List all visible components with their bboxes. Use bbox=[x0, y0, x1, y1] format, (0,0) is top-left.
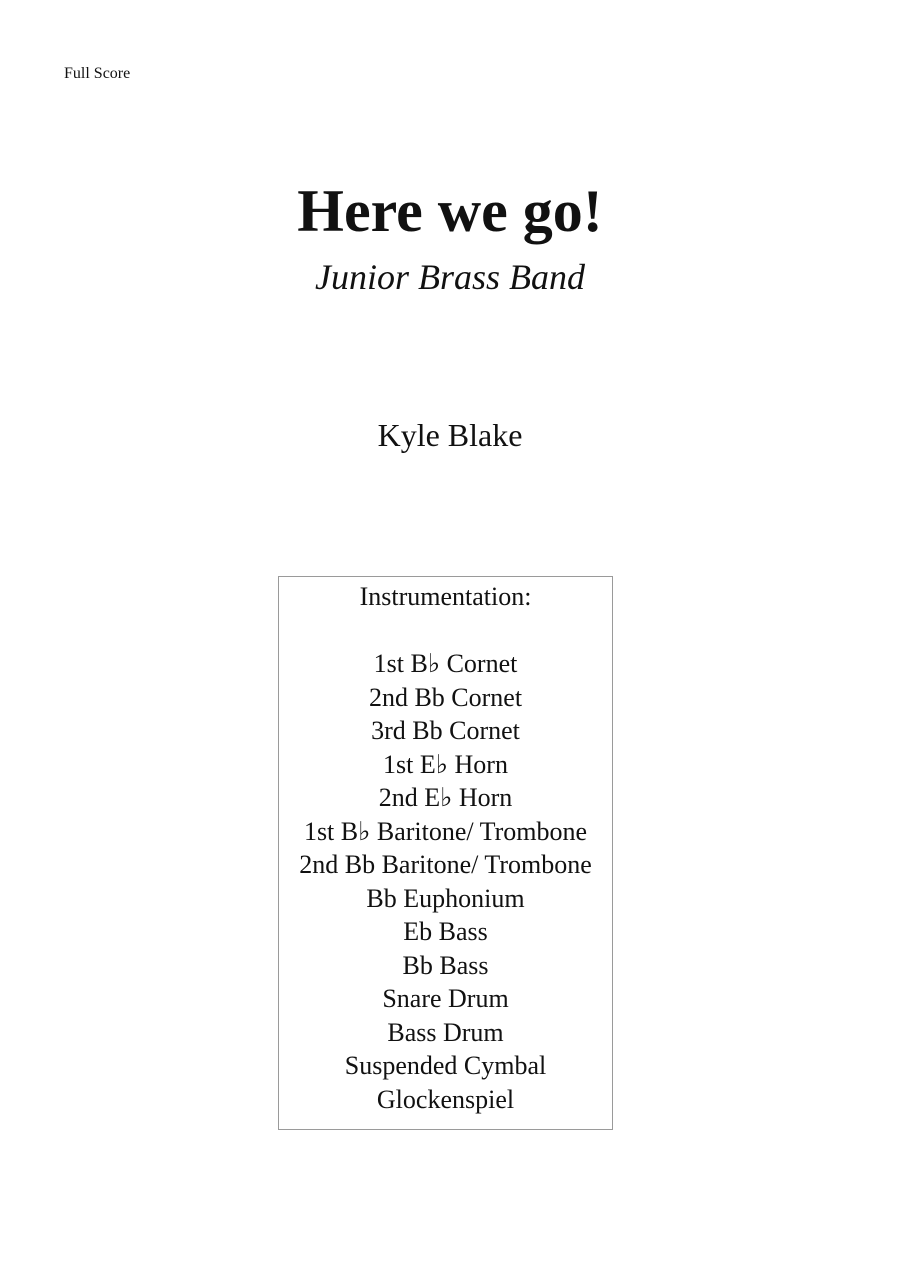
instrument-item: 2nd Bb Cornet bbox=[368, 682, 523, 712]
composer-name: Kyle Blake bbox=[377, 417, 523, 453]
instrument-item: 3rd Bb Cornet bbox=[371, 716, 520, 745]
instrumentation-list bbox=[279, 647, 612, 1116]
instrument-item: 1st B♭ Baritone/ Trombone bbox=[303, 816, 588, 846]
instrument-item: 1st B♭ Cornet bbox=[373, 649, 518, 678]
instrument-item: 2nd E♭ Horn bbox=[378, 783, 513, 812]
full-score-label: Full Score bbox=[64, 65, 131, 82]
instrument-item: Bb Bass bbox=[402, 950, 489, 980]
instrument-item: Glockenspiel bbox=[376, 1084, 515, 1114]
instrument-item: Snare Drum bbox=[382, 984, 509, 1013]
instrument-item: Bb Euphonium bbox=[366, 883, 525, 913]
ensemble-subtitle: Junior Brass Band bbox=[315, 257, 585, 297]
instrumentation-box bbox=[278, 576, 613, 1130]
instrumentation-heading: Instrumentation: bbox=[359, 582, 532, 611]
instrument-item: Suspended Cymbal bbox=[344, 1051, 547, 1080]
instrument-item: Bass Drum bbox=[387, 1017, 504, 1047]
instrument-item: 2nd Bb Baritone/ Trombone bbox=[299, 850, 592, 879]
instrument-item: 1st E♭ Horn bbox=[383, 749, 508, 779]
piece-title: Here we go! bbox=[297, 178, 603, 244]
instrument-item: Eb Bass bbox=[403, 917, 488, 946]
